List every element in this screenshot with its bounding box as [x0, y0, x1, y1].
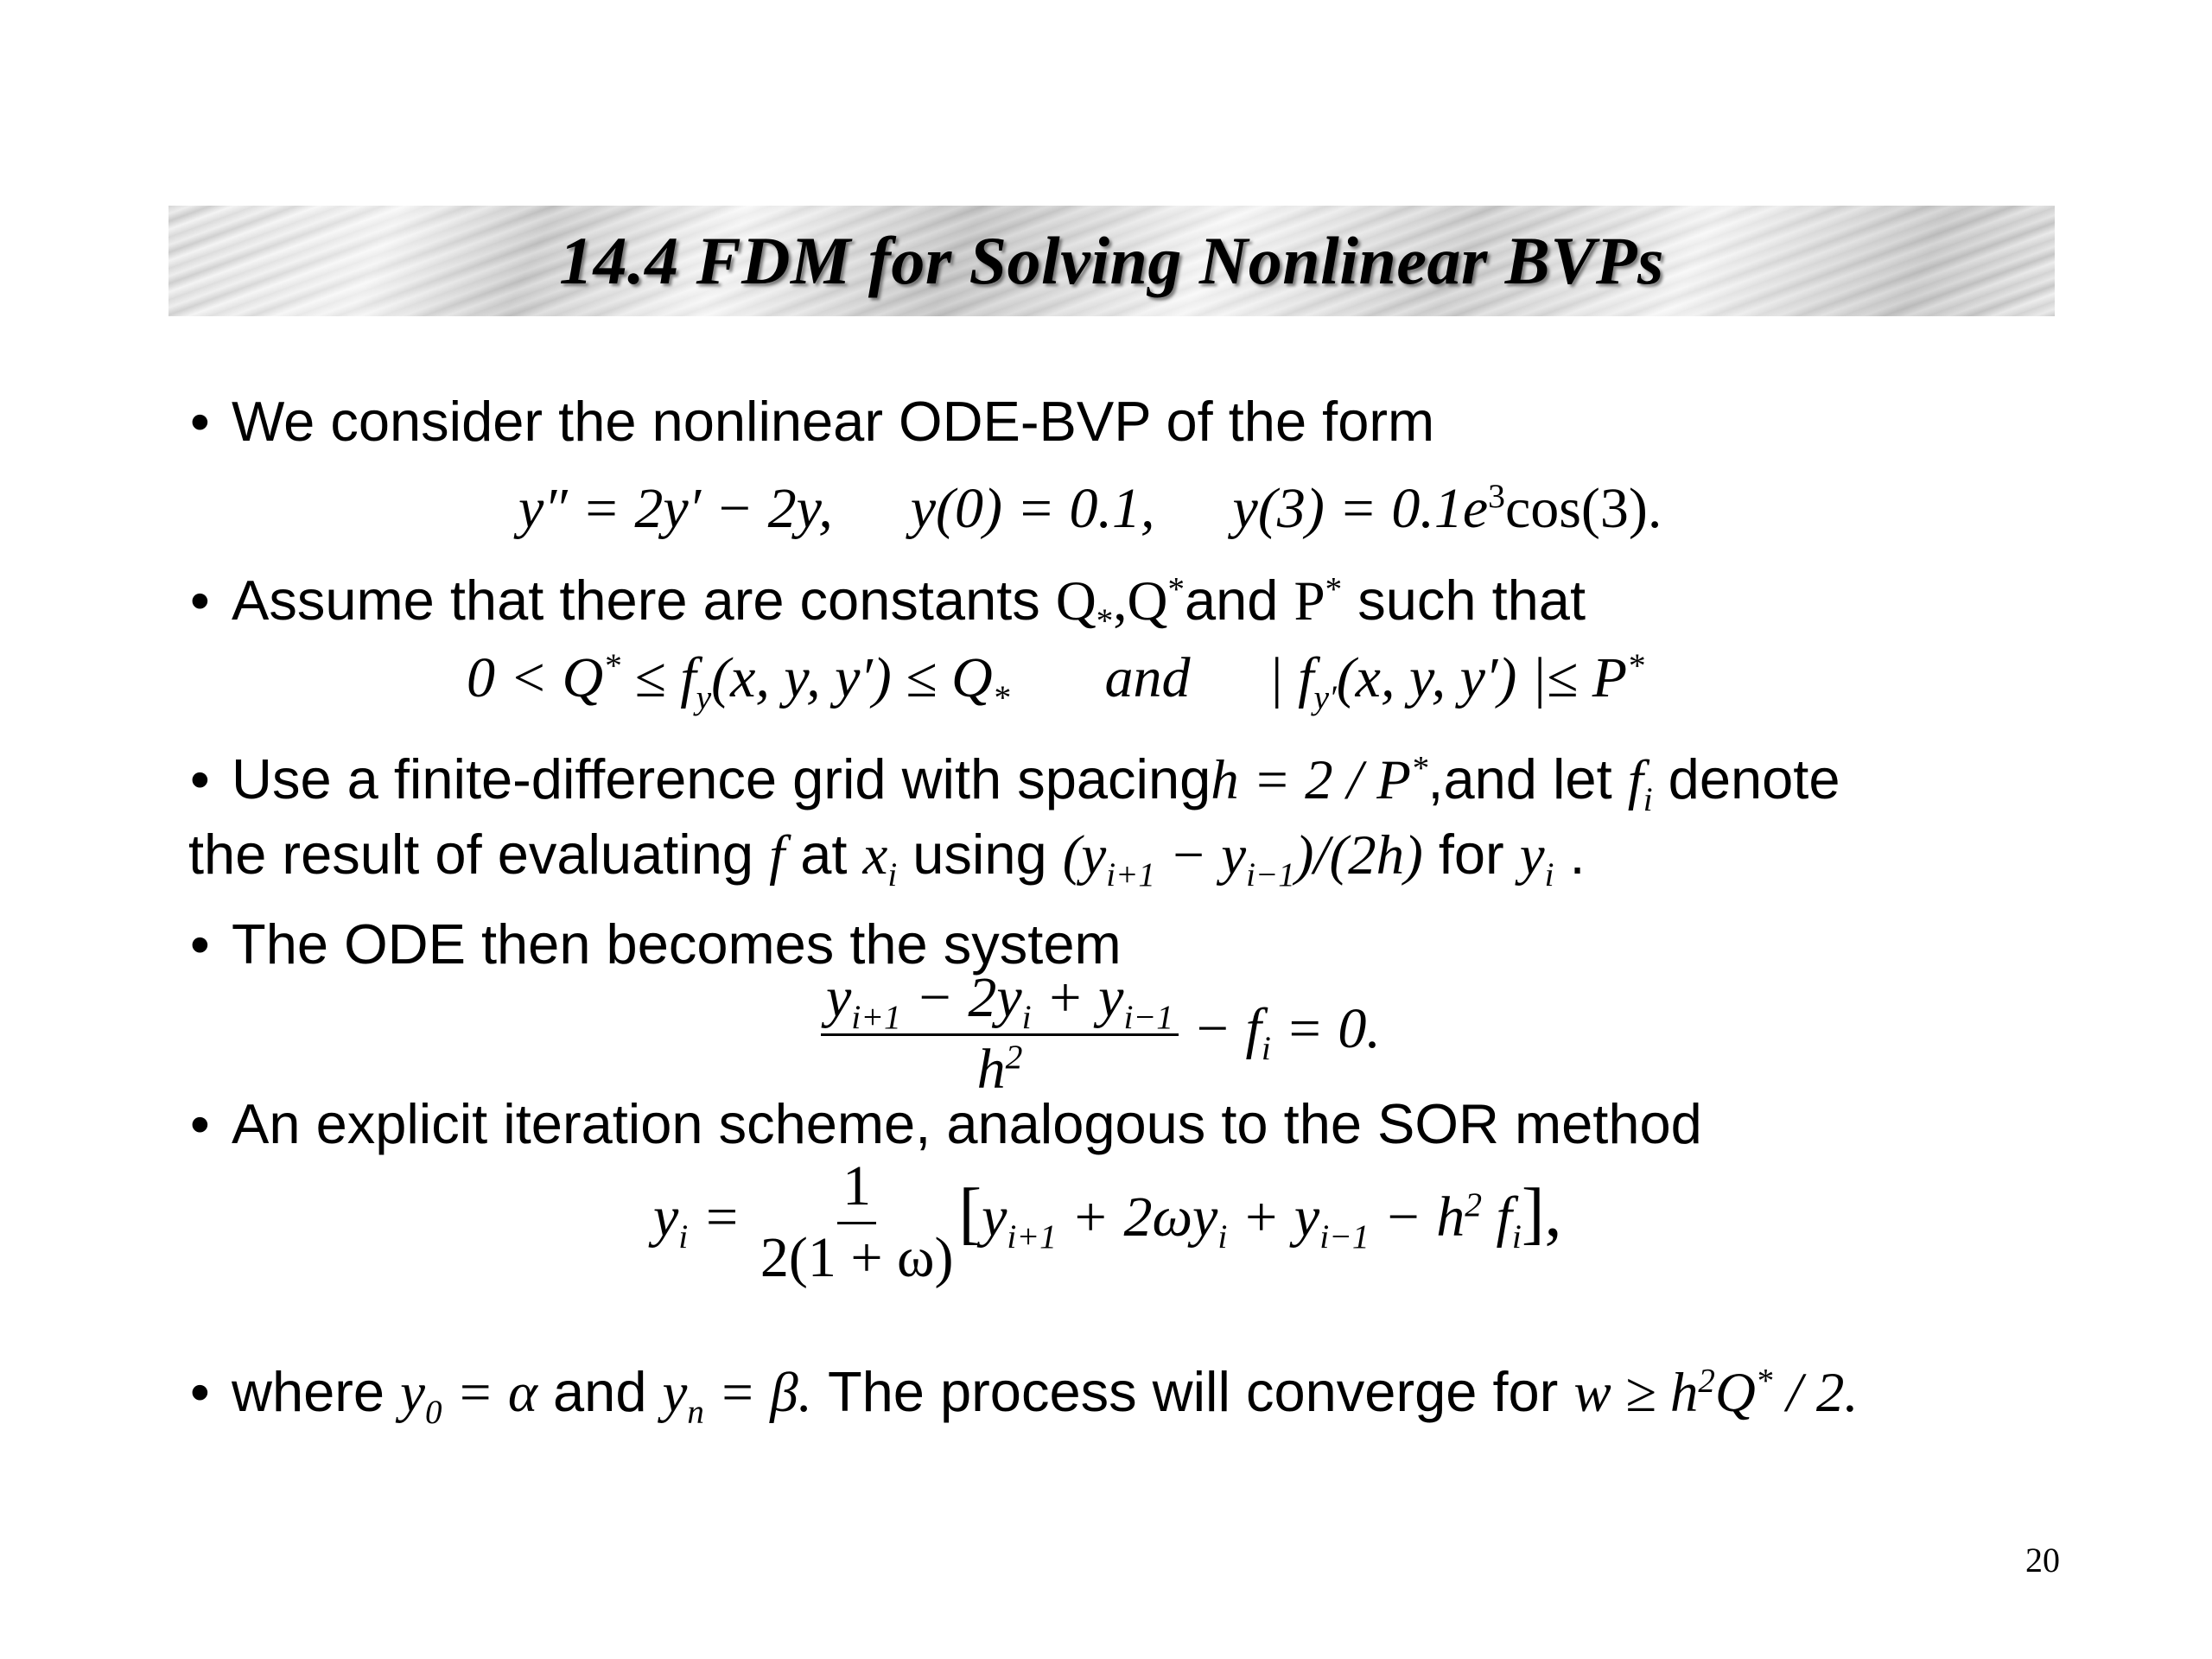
bullet-marker: •: [190, 1360, 210, 1423]
second-difference-fraction: [821, 966, 1179, 1101]
bullet-3-mid: ,and let: [1427, 747, 1612, 810]
bullet-6-and: and: [553, 1360, 647, 1423]
bullet-4-text: The ODE then becomes the system: [232, 912, 1122, 976]
bullet-marker: •: [190, 912, 210, 976]
bullet-marker: •: [190, 390, 210, 453]
bullet-marker: •: [190, 569, 210, 632]
bullet-1-text: We consider the nonlinear ODE-BVP of the form: [232, 390, 1435, 453]
xi-symbol: $x_i$: [862, 824, 898, 893]
bullet-marker: •: [190, 1092, 210, 1155]
yi-symbol: $y_i$: [1519, 824, 1554, 893]
bullet-2-post: such that: [1357, 569, 1586, 632]
convergence-condition: $w \ge h^2Q^* / 2$.: [1573, 1362, 1859, 1424]
y0-condition: $y_0 = \alpha$: [400, 1362, 537, 1431]
bullet-marker: •: [190, 747, 210, 810]
bullet-3-end: .: [1569, 823, 1586, 886]
bullet-6: [175, 1360, 1859, 1431]
discretized-system: [821, 966, 1381, 1101]
bullet-2-and: and: [1185, 569, 1279, 632]
bullet-3-pre: Use a finite-difference grid with spacing: [232, 747, 1211, 810]
iteration-bracket: [$y_{i+1} + 2\omega y_i + y_{i-1} - h^2$ $f_i$],: [958, 1174, 1562, 1255]
using-word: using: [912, 823, 1047, 886]
lower-bound-inequality: $0 < Q^* \le f_y(x$, y, $y') \le Q_*$: [467, 646, 1010, 717]
system-rest: − $f_i = 0$.: [1192, 996, 1381, 1067]
bounds-inequality: [467, 646, 1644, 717]
ode-expression: y″ = 2y′ − 2y,: [518, 477, 833, 540]
f-symbol: f: [769, 824, 785, 887]
constant-p: P*: [1294, 570, 1343, 632]
constants-q: $Q_*,Q^*$: [1055, 570, 1185, 639]
bullet-5-text: An explicit iteration scheme, analogous to the SOR method: [232, 1092, 1702, 1155]
grid-spacing: h = 2 / P*: [1211, 749, 1428, 811]
fraction-denominator: 2(1 + ω): [760, 1226, 954, 1289]
boundary-condition-left: y(0) = 0.1,: [910, 477, 1155, 540]
fraction-denominator: $h^2$: [976, 1038, 1023, 1101]
bullet-2-pre: Assume that there are constants: [232, 569, 1040, 632]
bullet-4: [175, 912, 1122, 976]
bullet-3-line2-pre: the result of evaluating: [188, 823, 754, 886]
fraction-numerator: $y_{i+1} - 2y_i + y_{i-1}$: [821, 969, 1179, 1036]
slide-title: 14.4 FDM for Solving Nonlinear BVPs: [559, 223, 1664, 298]
title-banner: [168, 206, 2055, 316]
relaxation-fraction: [755, 1154, 959, 1289]
fraction-numerator: 1: [837, 1158, 876, 1224]
for-word: for: [1438, 823, 1504, 886]
bullet-1: [175, 390, 1435, 453]
and-word: and: [1104, 646, 1191, 709]
at-word: at: [800, 823, 848, 886]
bullet-3-post: denote: [1668, 747, 1840, 810]
bullet-6-pre: where: [232, 1360, 385, 1423]
iteration-scheme: [653, 1154, 1562, 1289]
yn-condition: $y_n = \beta$.: [662, 1362, 812, 1431]
boundary-condition-right: $y(3) = 0.1e^3\cos(3)$.: [1232, 477, 1662, 540]
iteration-lhs: $y_i$ =: [653, 1185, 755, 1255]
bullet-3-line-2: [188, 823, 1586, 893]
bullet-3: [175, 747, 1840, 818]
upper-bound-inequality: | $f_{y'}(x$, y, y′) |≤ P*: [1268, 646, 1644, 717]
ode-equation: [518, 477, 1662, 540]
bullet-6-mid: The process will converge for: [827, 1360, 1559, 1423]
bullet-5: [175, 1092, 1702, 1155]
fi-symbol: $f_i$: [1627, 749, 1653, 818]
central-difference: $(y_{i+1} - y_{i-1})/(2h)$: [1062, 824, 1423, 893]
page-number: 20: [2025, 1541, 2060, 1580]
bullet-2: [175, 569, 1586, 639]
